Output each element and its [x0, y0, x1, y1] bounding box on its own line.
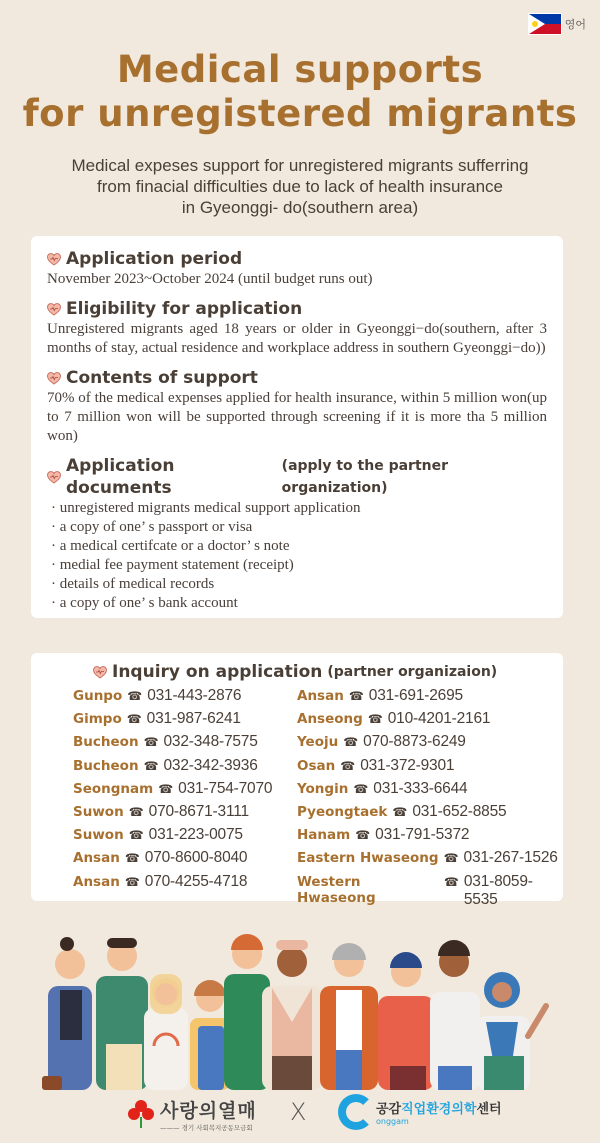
section-heading: Application documents	[66, 456, 175, 498]
phone-number[interactable]: 031-223-0075	[148, 826, 243, 844]
gonggam-center-logo	[338, 1094, 502, 1130]
phone-icon: ☎	[124, 874, 140, 889]
title-line-1: Medical supports	[116, 48, 484, 91]
documents-list	[47, 499, 547, 613]
phone-icon: ☎	[443, 874, 459, 889]
phone-icon: ☎	[143, 735, 159, 750]
contact-row	[297, 803, 563, 826]
phone-number[interactable]: 031-754-7070	[178, 779, 273, 797]
page-title	[0, 48, 600, 136]
phone-number[interactable]: 031-791-5372	[375, 826, 470, 844]
contact-row	[297, 687, 563, 710]
language-indicator[interactable]	[529, 14, 586, 34]
contact-row	[297, 826, 563, 849]
phone-icon: ☎	[367, 712, 383, 727]
inquiry-title: Inquiry on application	[112, 662, 323, 682]
region-name: Bucheon	[73, 757, 139, 774]
phone-icon: ☎	[392, 804, 408, 819]
phone-icon: ☎	[128, 804, 144, 819]
section-application-documents	[47, 455, 547, 613]
list-item: · a copy of one’ s passport or visa	[47, 518, 547, 537]
person	[96, 938, 148, 1090]
contact-row	[73, 826, 272, 849]
region-name: Suwon	[73, 803, 124, 820]
section-text: November 2023~October 2024 (until budget runs out)	[47, 271, 373, 287]
logo2-name: 공감직업환경의학센터	[376, 1102, 502, 1117]
phone-icon: ☎	[128, 828, 144, 843]
phone-number[interactable]: 031-691-2695	[368, 687, 463, 704]
inquiry-note: (partner organizaion)	[327, 664, 498, 680]
phone-number[interactable]: 031-372-9301	[360, 756, 455, 774]
phone-icon: ☎	[124, 851, 140, 866]
phone-number[interactable]: 031-333-6644	[373, 779, 468, 797]
subtitle-line-2: from finacial difficulties due to lack of health insurance	[96, 177, 504, 196]
phone-number[interactable]: 031-267-1526	[463, 849, 558, 867]
section-application-period	[47, 248, 547, 289]
contact-row	[73, 849, 272, 872]
phone-number[interactable]: 032-342-3936	[163, 756, 258, 774]
heart-icon	[47, 372, 61, 385]
section-heading-note: (apply to the partner organization)	[281, 458, 449, 496]
region-name: Osan	[297, 757, 336, 774]
phone-icon: ☎	[353, 781, 369, 796]
language-label: 영어	[564, 18, 586, 31]
phone-icon: ☎	[355, 828, 371, 843]
people-illustration	[40, 926, 560, 1090]
person	[144, 974, 188, 1090]
phone-number[interactable]: 010-4201-2161	[387, 710, 491, 728]
section-text: Unregistered migrants aged 18 years or older in Gyeonggi−do(southern, after 3 months of stay, actual residence and workplace address in southern Gyeonggi−do))	[47, 321, 547, 356]
inquiry-card	[31, 653, 563, 908]
region-name: Seongnam	[73, 780, 154, 797]
contact-row	[73, 803, 272, 826]
phone-number[interactable]: 031-652-8855	[412, 802, 507, 820]
philippines-flag-icon	[529, 14, 561, 34]
contact-row	[297, 710, 563, 733]
inquiry-heading	[93, 661, 497, 683]
list-item: · medial fee payment statement (receipt)	[47, 556, 547, 575]
phone-icon: ☎	[158, 781, 174, 796]
region-name: Yongin	[297, 780, 349, 797]
sarangui-yeolmae-logo	[128, 1096, 257, 1132]
phone-number[interactable]: 070-8600-8040	[144, 849, 248, 867]
subtitle	[0, 155, 600, 218]
list-item: · details of medical records	[47, 575, 547, 594]
person	[430, 940, 480, 1090]
phone-number[interactable]: 031-987-6241	[146, 710, 241, 728]
region-name: Anseong	[297, 711, 363, 728]
collaboration-separator: X	[290, 1098, 307, 1126]
region-name: Bucheon	[73, 734, 139, 751]
contact-row	[297, 757, 563, 780]
section-heading: Contents of support	[66, 368, 258, 388]
phone-icon: ☎	[443, 851, 459, 866]
person	[262, 940, 322, 1090]
phone-number[interactable]: 070-4255-4718	[144, 872, 248, 890]
region-name: Hanam	[297, 827, 351, 844]
title-line-2: for unregistered migrants	[22, 92, 578, 135]
region-name: Yeoju	[297, 734, 339, 751]
person	[42, 937, 92, 1090]
region-name: Gimpo	[73, 711, 122, 728]
person	[378, 952, 434, 1090]
section-heading: Application period	[66, 249, 243, 269]
contact-row	[73, 757, 272, 780]
person	[320, 943, 378, 1090]
contact-row	[297, 872, 563, 908]
phone-number[interactable]: 070-8671-3111	[148, 802, 249, 820]
list-item: · a copy of one’ s bank account	[47, 594, 547, 613]
contacts-left-column	[73, 687, 272, 896]
section-text: 70% of the medical expenses applied for health insurance, within 5 million won(up to 7 million won will be supported through screening if it is more tha 5 million won)	[47, 390, 547, 444]
contact-row	[297, 780, 563, 803]
contact-row	[297, 733, 563, 756]
info-card	[31, 236, 563, 618]
region-name: Gunpo	[73, 688, 123, 704]
phone-icon: ☎	[143, 758, 159, 773]
phone-number[interactable]: 031-8059-5535	[463, 872, 533, 908]
region-name: Ansan	[73, 850, 120, 867]
list-item: · a medical certifcate or a doctor’ s note	[47, 537, 547, 556]
heart-icon	[93, 666, 107, 679]
contacts-right-column	[297, 687, 563, 908]
contact-row	[73, 733, 272, 756]
fruit-icon	[128, 1099, 154, 1129]
phone-icon: ☎	[126, 712, 142, 727]
region-name: Ansan	[297, 688, 344, 704]
region-name: Pyeongtaek	[297, 803, 388, 820]
heart-icon	[47, 471, 61, 484]
heart-icon	[47, 253, 61, 266]
list-item: · unregistered migrants medical support application	[47, 499, 547, 518]
logo1-subtitle: ——— 경기 사회복지공동모금회	[160, 1124, 253, 1132]
contact-row	[73, 687, 272, 710]
contact-row	[297, 849, 563, 872]
phone-icon: ☎	[127, 689, 143, 703]
region-name: Ansan	[73, 873, 120, 890]
phone-icon: ☎	[340, 758, 356, 773]
contact-row	[73, 710, 272, 733]
phone-number[interactable]: 032-348-7575	[163, 733, 258, 751]
phone-number[interactable]: 031-443-2876	[147, 687, 242, 704]
phone-icon: ☎	[343, 735, 359, 750]
phone-icon: ☎	[348, 689, 364, 703]
footer-logos	[0, 1092, 600, 1132]
gonggam-c-icon	[338, 1094, 374, 1130]
region-name: Suwon	[73, 827, 124, 844]
logo2-subtitle: onggam	[376, 1117, 409, 1126]
logo1-name: 사랑의열매	[160, 1100, 257, 1122]
region-name: Eastern Hwaseong	[297, 850, 439, 867]
region-name: Western Hwaseong	[297, 873, 376, 906]
phone-number[interactable]: 070-8873-6249	[363, 733, 466, 751]
subtitle-line-1: Medical expeses support for unregistered migrants sufferring	[71, 156, 529, 175]
subtitle-line-3: in Gyeonggi- do(southern area)	[181, 198, 419, 217]
section-eligibility	[47, 298, 547, 358]
heart-icon	[47, 303, 61, 316]
contact-row	[73, 780, 272, 803]
contact-row	[73, 873, 272, 896]
person	[476, 972, 546, 1090]
section-contents-of-support	[47, 367, 547, 446]
section-heading: Eligibility for application	[66, 299, 303, 319]
